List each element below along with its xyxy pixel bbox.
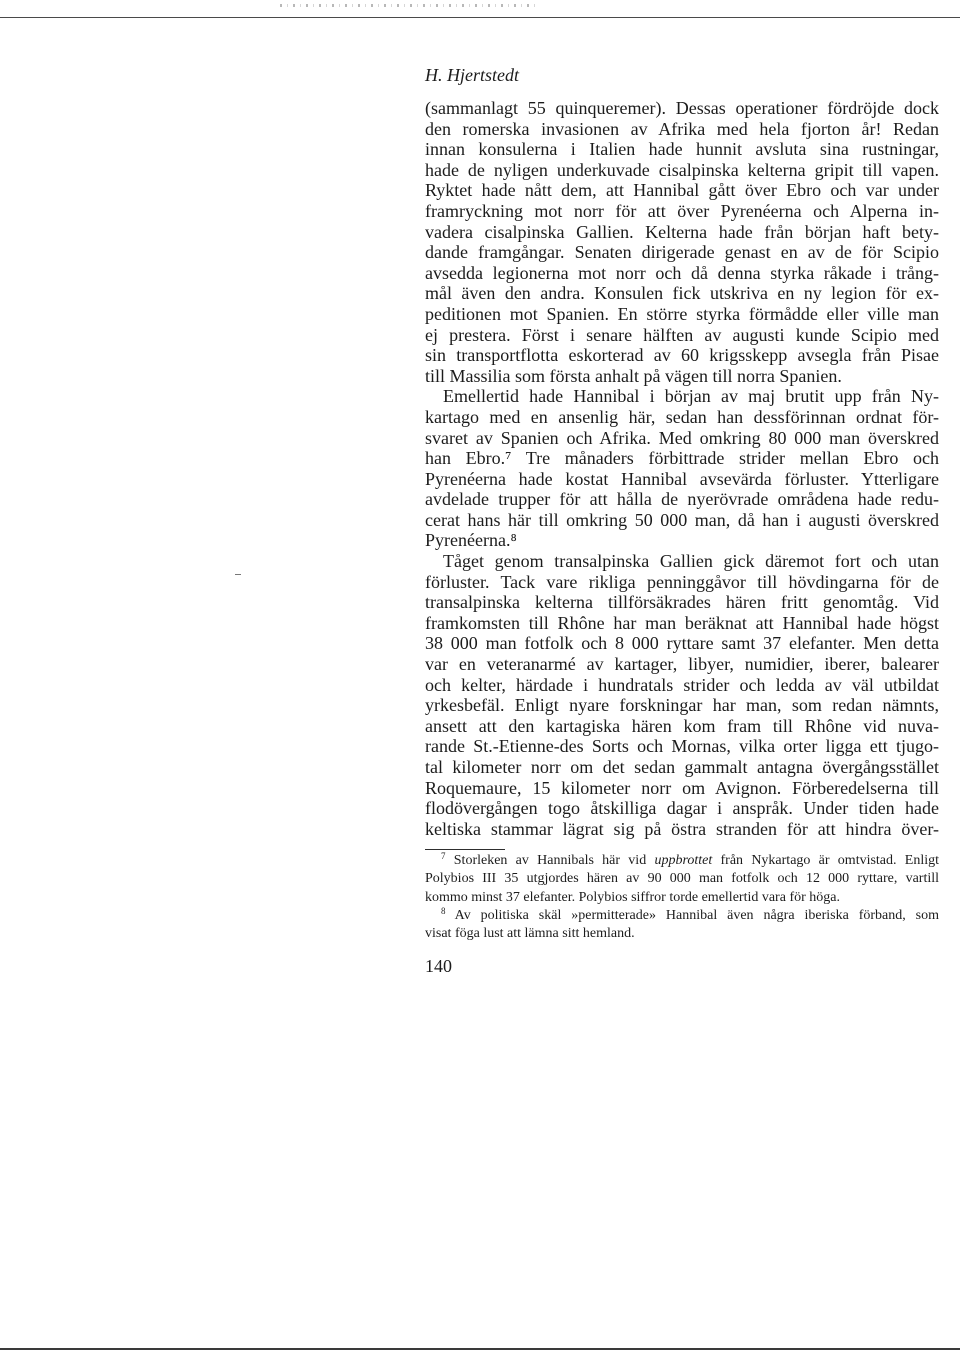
- paragraph: [425, 98, 939, 386]
- scan-noise: [280, 4, 540, 7]
- page-number: 140: [425, 956, 452, 976]
- text-line: dande framgångar. Senaten dirigerade genast en av de för Scipio: [425, 242, 939, 263]
- text-line: svaret av Spanien och Afrika. Med omkring 80 000 man överskred: [425, 427, 939, 448]
- running-head: H. Hjertstedt: [425, 65, 519, 85]
- text-line: avsedda legionerna mot norr och då denna styrka råkade i trång-: [425, 262, 939, 283]
- footnotes: [425, 852, 939, 943]
- text-line: den romerska invasionen av Afrika med hela fjorton år! Redan: [425, 118, 939, 139]
- body-text: [425, 98, 939, 839]
- footnote-emphasis: uppbrottet: [654, 853, 713, 868]
- scan-mark: [235, 574, 241, 575]
- text-line: hade de nyligen underkuvade cisalpinska kelterna gripit till vapen.: [425, 159, 939, 180]
- text-line: Pyrenéerna.⁸: [425, 530, 517, 551]
- footnote-marker: 7: [441, 851, 446, 861]
- text-line: avdelade trupper för att hålla de nyerövrade områdena hade redu-: [425, 489, 939, 510]
- text-line: transalpinska kelterna tillförsäkrades hären fritt genomtåg. Vid: [425, 592, 939, 613]
- text-line: var en veteranarmé av kartager, libyer, numidier, iberer, balearer: [425, 654, 939, 675]
- footnote-text: från Nykartago är omtvistad. Enligt: [712, 853, 939, 868]
- text-line: peditionen mot Spanien. En större styrka förmådde eller ville man: [425, 303, 939, 324]
- text-line: framryckning mot norr för att över Pyrenéerna och Alperna in-: [425, 200, 939, 221]
- text-line: kartago med en ansenlig här, sedan han dessförinnan ordnat för-: [425, 406, 939, 427]
- text-line: ansett att den kartagiska hären kom fram till Rhône vid nuva-: [425, 715, 939, 736]
- text-line: (sammanlagt 55 quinqueremer). Dessas operationer fördröjde dock: [425, 98, 939, 118]
- paragraph: [425, 386, 939, 551]
- text-line: innan konsulerna i Italien hade hunnit avsluta sina rustningar,: [425, 139, 939, 160]
- text-line: tal kilometer norr om det sedan gammalt antagna övergångsstället: [425, 757, 939, 777]
- footnote-line: Polybios III 35 utgjordes hären av 90 000 man fotfolk och 12 000 ryttare, vartill: [425, 871, 939, 887]
- footnote-text: Storleken av Hannibals här vid: [453, 853, 655, 868]
- paragraph: [425, 551, 939, 839]
- text-line: Roquemaure, 15 kilometer norr om Avignon. Förberedelserna till: [425, 777, 939, 798]
- footnote-line: kommo minst 37 elefanter. Polybios siffror torde emellertid vara för höga.: [425, 889, 840, 905]
- text-line: Ryktet hade nått dem, att Hannibal gått över Ebro och var under: [425, 180, 939, 201]
- text-line: yrkesbefäl. Enligt nyare forskningar har man, som redan nämnts,: [425, 695, 939, 716]
- text-line: ej prestera. Först i senare hälften av augusti kunde Scipio med: [425, 324, 939, 345]
- text-line: 38 000 man fotfolk och 8 000 ryttare samt 37 elefanter. Men detta: [425, 633, 939, 654]
- footnote: [425, 907, 939, 944]
- text-line: mål även den andra. Konsulen fick utskriva en ny legion för ex-: [425, 283, 939, 304]
- text-line: han Ebro.⁷ Tre månaders förbittrade strider mellan Ebro och: [425, 448, 939, 469]
- text-line: rande St.-Etienne-des Sorts och Mornas, vilka orter ligga ett tjugo-: [425, 736, 939, 757]
- footnote-line: [425, 852, 939, 870]
- text-line: och kelter, härdade i hundratals strider och ledda av väl utbildat: [425, 674, 939, 695]
- footnote-line: [425, 907, 939, 925]
- text-line: Emellertid hade Hannibal i början av maj brutit upp från Ny-: [443, 386, 939, 407]
- text-line: flodövergången togo åtskilliga dagar i anspråk. Under tiden hade: [425, 798, 939, 819]
- text-line: keltiska stammar lägrat sig på östra stranden för att hindra över-: [425, 818, 939, 839]
- page-top-edge-rule: [0, 17, 960, 18]
- text-line: förluster. Tack vare rikliga penninggåvor till hövdingarna för de: [425, 571, 939, 592]
- footnote-text: Av politiska skäl »permitterade» Hannibal även några iberiska förband, som: [454, 907, 939, 923]
- text-line: Pyrenéerna hade kostat Hannibal avsevärda förluster. Ytterligare: [425, 468, 939, 489]
- text-line: till Massilia som första anhalt på vägen till norra Spanien.: [425, 365, 842, 386]
- page-bottom-edge-rule: [0, 1348, 960, 1350]
- text-line: Tåget genom transalpinska Gallien gick däremot fort och utan: [443, 551, 939, 572]
- footnote-separator: [425, 849, 505, 850]
- text-line: cerat hans här till omkring 50 000 man, då han i augusti överskred: [425, 509, 939, 530]
- text-line: framkomsten till Rhône har man beräknat att Hannibal hade högst: [425, 612, 939, 633]
- text-line: vadera cisalpinska Gallien. Kelterna hade från början haft bety-: [425, 221, 939, 242]
- footnote: [425, 852, 939, 907]
- text-line: sin transportflotta eskorterad av 60 krigsskepp avsegla från Pisae: [425, 345, 939, 366]
- footnote-line: visat föga lust att lämna sitt hemland.: [425, 926, 635, 942]
- footnote-marker: 8: [441, 905, 446, 916]
